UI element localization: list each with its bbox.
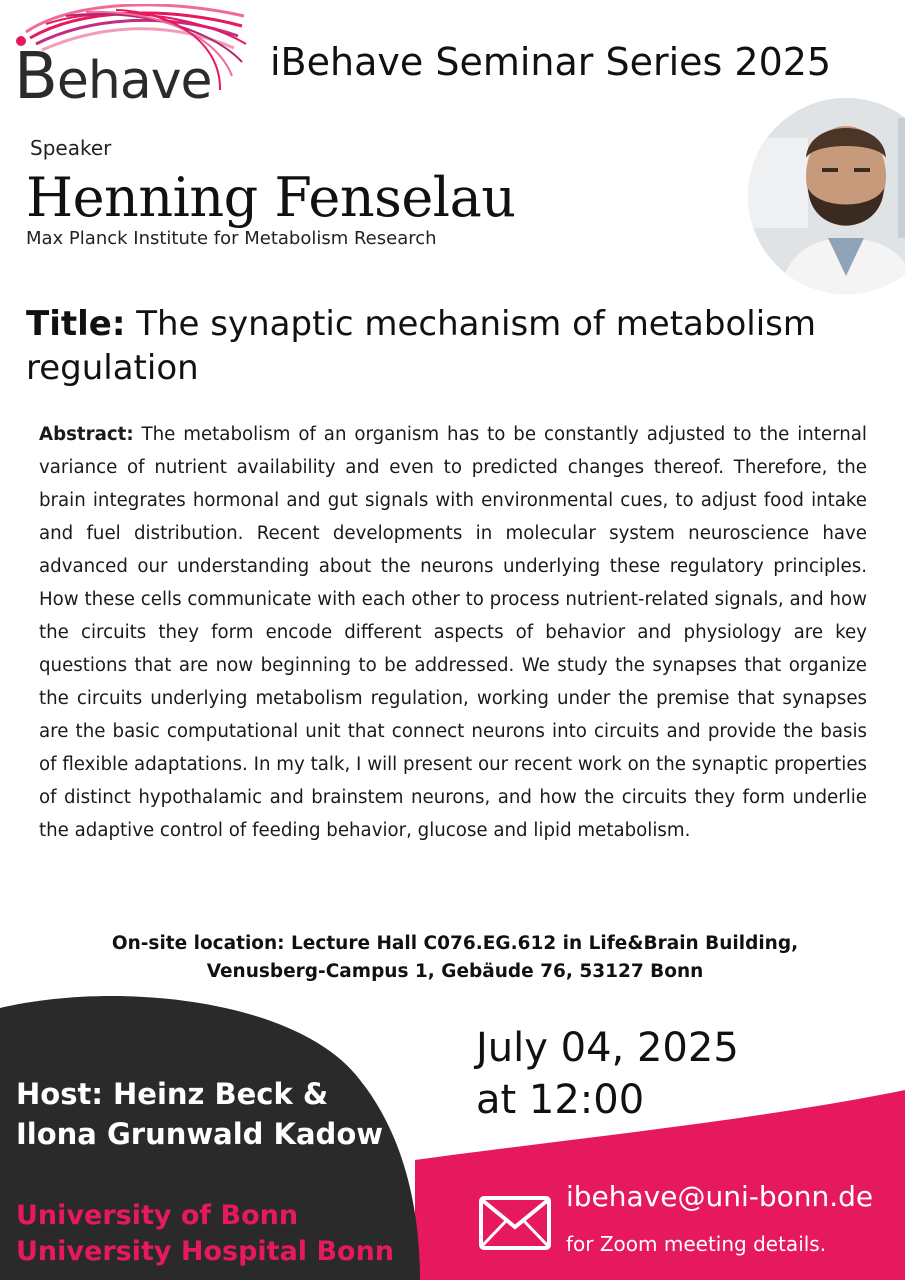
talk-title [26, 302, 896, 390]
host-line-1: Host: Heinz Beck & [16, 1077, 329, 1111]
envelope-icon [478, 1195, 552, 1251]
speaker-label: Speaker [30, 136, 112, 160]
host-line-2: Ilona Grunwald Kadow [16, 1117, 384, 1151]
event-date [476, 1022, 739, 1126]
abstract [39, 418, 867, 847]
location-line-2: Venusberg-Campus 1, Gebäude 76, 53127 Bonn [206, 961, 704, 982]
event-date-line: July 04, 2025 [476, 1025, 739, 1071]
talk-title-text: The synaptic mechanism of metabolism regulation [26, 304, 817, 388]
speaker-name: Henning Fenselau [26, 166, 516, 229]
institutions [16, 1198, 394, 1270]
location-line-1: On-site location: Lecture Hall C076.EG.612 in Life&Brain Building, [111, 933, 799, 954]
ibehave-logo [6, 4, 256, 114]
logo-wordmark: Behave [14, 40, 212, 114]
series-title: iBehave Seminar Series 2025 [270, 40, 832, 84]
event-time-line: at 12:00 [476, 1077, 645, 1123]
abstract-label: Abstract: [39, 424, 134, 445]
host-info [16, 1074, 383, 1154]
zoom-note: for Zoom meeting details. [566, 1232, 827, 1256]
talk-title-label: Title: [26, 304, 126, 344]
institution-line-1: University of Bonn [16, 1200, 299, 1231]
institution-line-2: University Hospital Bonn [16, 1236, 395, 1267]
speaker-photo [748, 98, 905, 294]
contact-email[interactable]: ibehave@uni-bonn.de [566, 1180, 874, 1213]
abstract-text: The metabolism of an organism has to be constantly adjusted to the internal variance of nutrient availability and even to predicted changes thereof. Therefore, the brain integrates hormonal and gut signals with environmental cues, to adjust food intake and fuel distribution. Recent developments in molecular system neuroscience have advanced our understanding about the neurons underlying these regulatory principles. How these cells communicate with each other to process nutrient-related signals, and how the circuits they form encode different aspects of behavior and physiology are key questions that are now beginning to be addressed. We study the synapses that organize the circuits underlying metabolism regulation, working under the premise that synapses are the basic computational unit that connect neurons into circuits and provide the basis of flexible adaptations. In my talk, I will present our recent work on the synaptic properties of distinct hypothalamic and brainstem neurons, and how the circuits they form underlie the adaptive control of feeding behavior, glucose and lipid metabolism. [39, 424, 867, 841]
onsite-location [40, 930, 870, 986]
speaker-affiliation: Max Planck Institute for Metabolism Research [26, 228, 437, 249]
